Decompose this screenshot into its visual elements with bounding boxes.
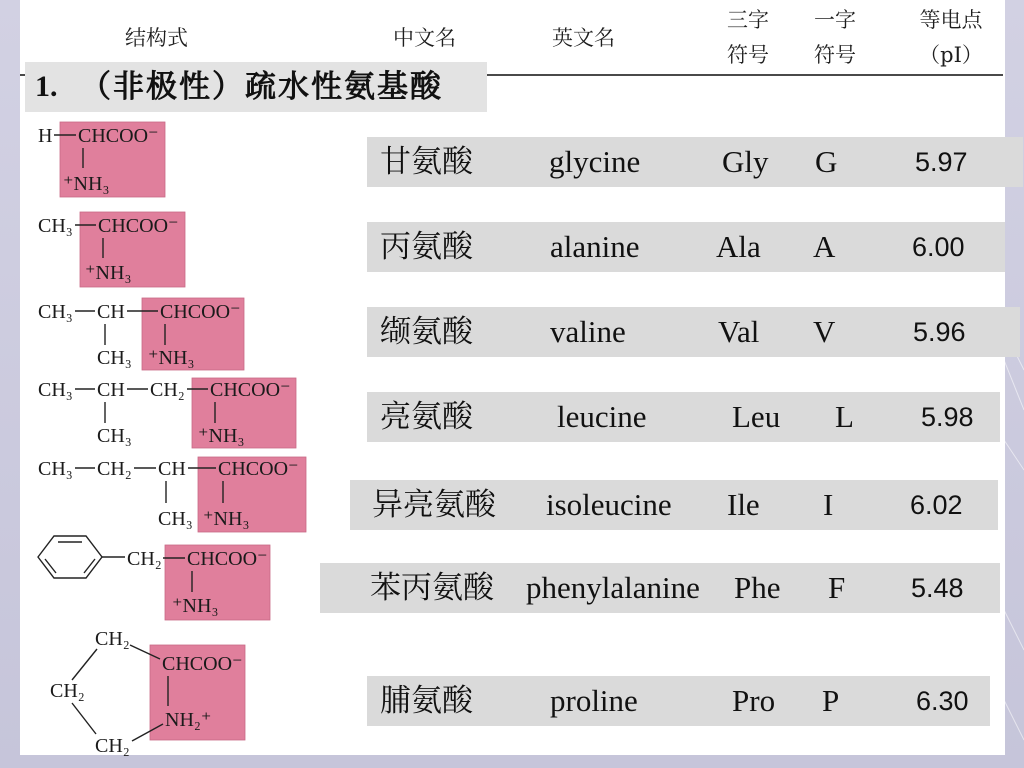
glycine-side-group: H <box>38 125 53 147</box>
header-english-name: 英文名 <box>552 26 615 50</box>
header-one-letter-line1: 一字 <box>814 8 856 32</box>
chinese-name: 缬氨酸 <box>380 314 473 350</box>
header-chinese-name: 中文名 <box>393 26 456 50</box>
isoelectric-point: 6.02 <box>910 490 963 520</box>
phenylalanine-amino-group: ⁺NH₃ <box>172 595 219 617</box>
isoleucine-side-group-1: CH₃ <box>38 458 73 480</box>
glycine-carboxyl-group: CHCOO⁻ <box>78 125 159 147</box>
phenylalanine-structure <box>38 536 270 620</box>
valine-side-group-1: CH₃ <box>38 301 73 323</box>
isoleucine-amino-group: ⁺NH₃ <box>203 508 250 530</box>
english-name: proline <box>550 683 638 718</box>
one-letter-code: P <box>822 683 840 718</box>
english-name: valine <box>550 314 626 349</box>
chinese-name: 异亮氨酸 <box>372 487 496 523</box>
three-letter-code: Ile <box>727 487 760 522</box>
chinese-name: 丙氨酸 <box>380 229 473 265</box>
chinese-name: 脯氨酸 <box>380 683 473 719</box>
isoleucine-structure <box>38 457 306 532</box>
english-name: leucine <box>557 399 647 434</box>
leucine-side-group-3: CH₂ <box>150 379 185 401</box>
proline-carboxyl-group: CHCOO⁻ <box>162 653 243 675</box>
isoleucine-side-group-2: CH₂ <box>97 458 132 480</box>
isoleucine-branch-group: CH₃ <box>158 508 193 530</box>
header-pi-line2: （pI） <box>919 43 983 67</box>
amino-acid-row-alanine <box>367 222 1005 272</box>
english-name: isoleucine <box>546 487 672 522</box>
isoelectric-point: 6.00 <box>912 232 965 262</box>
header-pi-line1: 等电点 <box>919 8 983 32</box>
valine-branch-group: CH₃ <box>97 347 132 369</box>
header-structure: 结构式 <box>125 26 188 50</box>
proline-structure <box>50 628 245 757</box>
chinese-name: 苯丙氨酸 <box>370 570 494 606</box>
proline-ring-left: CH₂ <box>50 680 85 702</box>
glycine-amino-group: ⁺NH₃ <box>63 173 110 195</box>
decoration-line <box>1004 440 1024 470</box>
valine-carboxyl-group: CHCOO⁻ <box>160 301 241 323</box>
leucine-carboxyl-group: CHCOO⁻ <box>210 379 291 401</box>
glycine-structure <box>38 122 165 197</box>
valine-structure <box>38 298 244 370</box>
bond-line <box>72 649 97 680</box>
section-label <box>25 62 487 112</box>
decoration-line <box>1004 610 1024 650</box>
leucine-side-group-2: CH <box>97 379 125 401</box>
one-letter-code: A <box>813 229 836 264</box>
isoleucine-side-group-3: CH <box>158 458 186 480</box>
frame-decoration <box>1004 0 1024 768</box>
isoelectric-point: 5.96 <box>913 317 966 347</box>
decoration-line <box>1004 360 1024 410</box>
amino-acid-row-proline <box>367 676 990 726</box>
leucine-structure <box>38 378 296 448</box>
one-letter-code: G <box>815 144 838 179</box>
one-letter-code: V <box>813 314 836 349</box>
bond-line <box>72 703 96 734</box>
leucine-branch-group: CH₃ <box>97 425 132 447</box>
isoleucine-carboxyl-group: CHCOO⁻ <box>218 458 299 480</box>
leucine-side-group-1: CH₃ <box>38 379 73 401</box>
three-letter-code: Gly <box>722 144 769 179</box>
amino-acid-row-leucine <box>367 392 1000 442</box>
three-letter-code: Ala <box>716 229 761 264</box>
phenylalanine-side-group: CH₂ <box>127 548 162 570</box>
proline-ring-top: CH₂ <box>95 628 130 650</box>
three-letter-code: Phe <box>734 570 781 605</box>
phenylalanine-carboxyl-group: CHCOO⁻ <box>187 548 268 570</box>
benzene-double-bond <box>45 559 56 573</box>
alanine-structure <box>38 212 185 287</box>
section-number: 1. <box>35 70 58 103</box>
alanine-carboxyl-group: CHCOO⁻ <box>98 215 179 237</box>
decoration-line <box>1004 700 1024 740</box>
three-letter-code: Val <box>718 314 760 349</box>
isoelectric-point: 5.98 <box>921 402 974 432</box>
section-title: （非极性）疏水性氨基酸 <box>80 69 443 105</box>
alanine-amino-group: ⁺NH₃ <box>85 262 132 284</box>
valine-amino-group: ⁺NH₃ <box>148 347 195 369</box>
header-three-letter-line2: 符号 <box>727 43 769 67</box>
proline-amino-group: NH₂⁺ <box>165 709 212 731</box>
one-letter-code: L <box>835 399 854 434</box>
chinese-name: 亮氨酸 <box>380 399 473 435</box>
english-name: glycine <box>549 144 641 179</box>
one-letter-code: I <box>823 487 834 522</box>
three-letter-code: Pro <box>732 683 776 718</box>
three-letter-code: Leu <box>732 399 781 434</box>
benzene-double-bond <box>84 559 95 573</box>
english-name: phenylalanine <box>526 570 700 605</box>
chinese-name: 甘氨酸 <box>380 144 473 180</box>
header-one-letter-line2: 符号 <box>814 43 856 67</box>
alanine-side-group: CH₃ <box>38 215 73 237</box>
one-letter-code: F <box>828 570 846 605</box>
isoelectric-point: 5.97 <box>915 147 968 177</box>
structural-formulas <box>0 0 330 768</box>
valine-side-group-2: CH <box>97 301 125 323</box>
header-three-letter-line1: 三字 <box>727 8 769 32</box>
english-name: alanine <box>550 229 640 264</box>
amino-acid-row-valine <box>367 307 1020 357</box>
isoelectric-point: 5.48 <box>911 573 964 603</box>
amino-acid-row-isoleucine <box>350 480 998 530</box>
amino-acid-row-glycine <box>367 137 1023 187</box>
amino-acid-row-phenylalanine <box>320 563 1000 613</box>
proline-ring-bottom: CH₂ <box>95 735 130 757</box>
leucine-amino-group: ⁺NH₃ <box>198 425 245 447</box>
isoelectric-point: 6.30 <box>916 686 969 716</box>
